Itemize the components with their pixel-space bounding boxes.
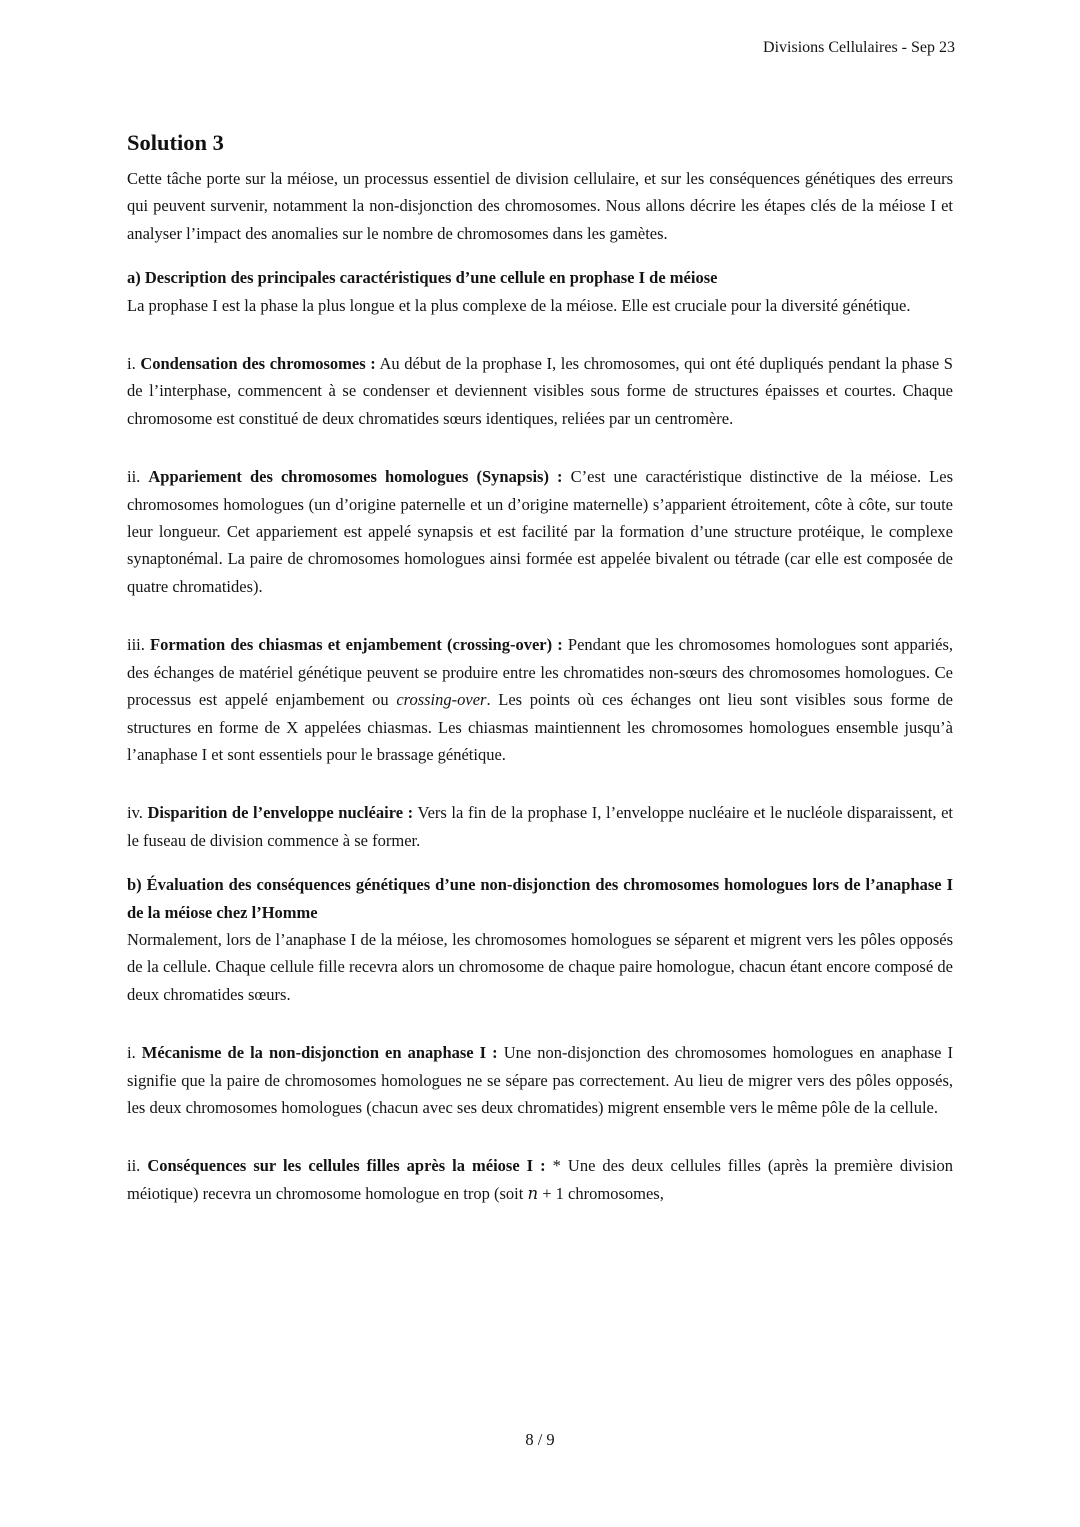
section-a-heading: a) Description des principales caractéristiques d’une cellule en prophase I de méiose bbox=[127, 268, 718, 288]
item-ii-consequences: ii. Conséquences sur les cellules filles après la méiose I : * Une des deux cellules filles (après la première division méiotique) recevra un chromosome homologue en trop (soit n + 1 chromosomes, bbox=[127, 1156, 953, 1203]
item-iv-enveloppe: iv. Disparition de l’enveloppe nucléaire : Vers la fin de la prophase I, l’enveloppe nucléaire et le nucléole disparaissent, et le fuseau de division commence à se former. bbox=[127, 803, 954, 850]
section-b-intro: Normalement, lors de l’anaphase I de la méiose, les chromosomes homologues se séparent et migrent vers les pôles opposés de la cellule. Chaque cellule fille recevra alors un chromosome de chaque paire homologue, chacun étant encore composé de deux chromatides sœurs. bbox=[127, 929, 953, 1004]
section-b-heading: b) Évaluation des conséquences génétiques d’une non-disjonction des chromosomes homologues lors de l’anaphase I de la méiose chez l’Homme bbox=[127, 875, 953, 922]
page-title: Solution 3 bbox=[127, 130, 224, 156]
page-number: 8 / 9 bbox=[525, 1430, 555, 1449]
item-i-condensation: i. Condensation des chromosomes : Au début de la prophase I, les chromosomes, qui ont été dupliqués pendant la phase S de l’interphase, commencent à se condenser et deviennent visibles sous forme de structures épaisses et courtes. Chaque chromosome est constitué de deux chromatides sœurs identiques, reliées par un centromère. bbox=[127, 354, 953, 428]
intro-paragraph: Cette tâche porte sur la méiose, un processus essentiel de division cellulaire, et sur les conséquences génétiques des erreurs qui peuvent survenir, notamment la non-disjonction des chromosomes. Nous allons décrire les étapes clés de la méiose I et analyser l’impact des anomalies sur le nombre de chromosomes dans les gamètes. bbox=[127, 169, 953, 243]
document-body bbox=[127, 165, 953, 1207]
running-header: Divisions Cellulaires - Sep 23 bbox=[763, 39, 955, 56]
item-ii-appariement: ii. Appariement des chromosomes homologues (Synapsis) : C’est une caractéristique distinctive de la méiose. Les chromosomes homologues (un d’origine paternelle et un d’origine maternelle) s’apparient étroitement, côte à côte, sur toute leur longueur. Cet appariement est appelé synapsis et est facilité par la formation d’une structure protéique, le complexe synaptonémal. La paire de chromosomes homologues ainsi formée est appelée bivalent ou tétrade (car elle est composée de quatre chromatides). bbox=[127, 467, 953, 596]
item-i-mecanisme: i. Mécanisme de la non-disjonction en anaphase I : Une non-disjonction des chromosomes homologues en anaphase I signifie que la paire de chromosomes homologues ne se sépare pas correctement. Au lieu de migrer vers des pôles opposés, les deux chromosomes homologues (chacun avec ses deux chromatides) migrent ensemble vers le même pôle de la cellule. bbox=[127, 1043, 953, 1117]
section-a-intro: La prophase I est la phase la plus longue et la plus complexe de la méiose. Elle est cruciale pour la diversité génétique. bbox=[127, 295, 911, 315]
item-iii-chiasmas: iii. Formation des chiasmas et enjambement (crossing-over) : Pendant que les chromosomes homologues sont appariés, des échanges de matériel génétique peuvent se produire entre les chromatides non-sœurs des chromosomes homologues. Ce processus est appelé enjambement ou crossing-over. Les points où ces échanges ont lieu sont visibles sous forme de structures en forme de X appelées chiasmas. Les chiasmas maintiennent les chromosomes homologues ensemble jusqu’à l’anaphase I et sont essentiels pour le brassage génétique. bbox=[127, 635, 953, 764]
